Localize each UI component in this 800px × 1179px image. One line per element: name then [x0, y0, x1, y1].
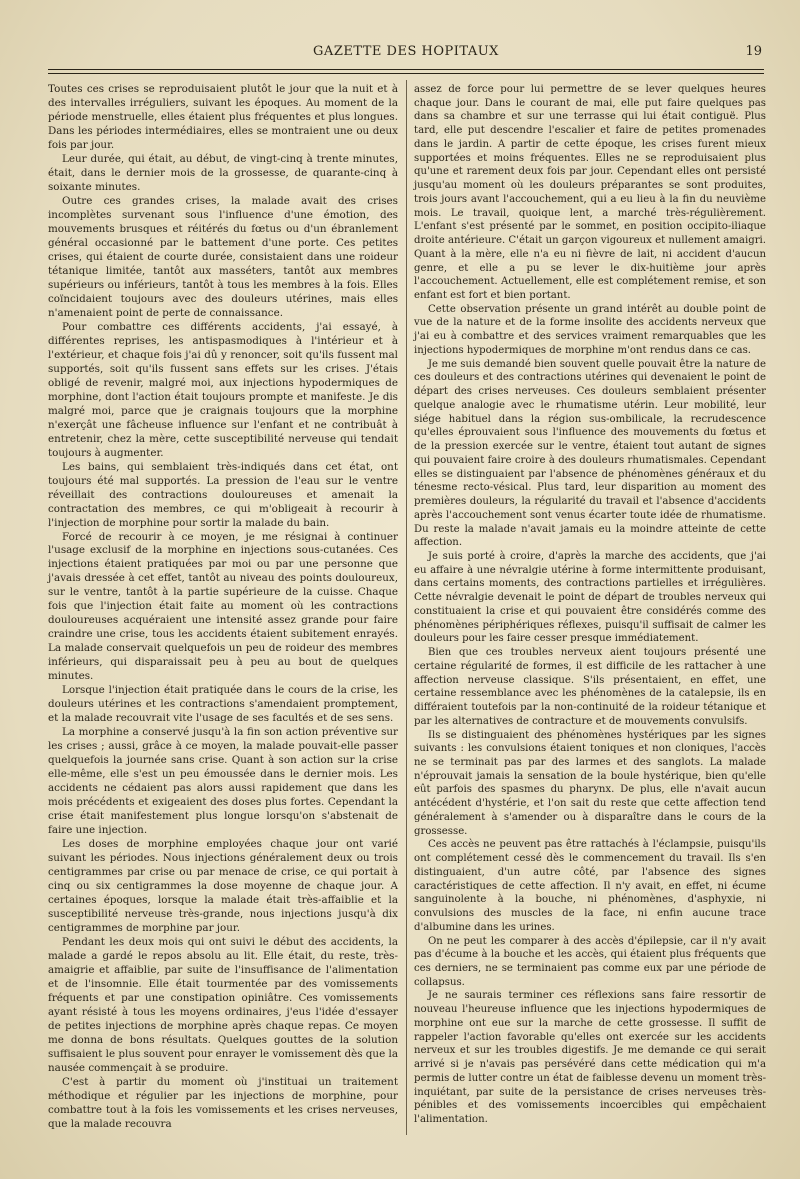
paragraph: Pour combattre ces différents accidents, j'ai essayé, à différentes reprises, les antispasmodiques à l'intérieur et à l'extérieur, et chaque fois j'ai dû y renoncer, soit qu'ils fussent mal supportés, soit qu'ils fussent sans effets sur les crises. J'étais obligé de revenir, malgré moi, aux injections hypodermiques de morphine, dont l'action était toujours prompte et manifeste. Je dis malgré moi, parce que je craignais toujours que la morphine n'exerçât une fâcheuse influence sur l'enfant et ne contribuât à entretenir, chez la mère, cette susceptibilité nerveuse qui tendait toujours à augmenter.: [48, 320, 398, 459]
paragraph: La morphine a conservé jusqu'à la fin son action préventive sur les crises ; aussi, grâce à ce moyen, la malade pouvait-elle passer quelquefois la journée sans crise. Quant à son action sur la crise elle-même, elle s'est un peu émoussée dans le dernier mois. Les accidents ne cédaient pas alors aussi rapidement que dans les mois précédents et exigeaient des doses plus fortes. Cependant la crise était manifestement plus longue lorsqu'on s'abstenait de faire une injection.: [48, 726, 398, 837]
paragraph: Outre ces grandes crises, la malade avait des crises incomplètes survenant sous l'influence d'une émotion, des mouvements brusques et réitérés du fœtus ou d'un ébranlement général occasionné par le battement d'une porte. Ces petites crises, qui étaient de courte durée, consistaient dans une roideur tétanique limitée, tantôt aux masséters, tantôt aux membres supérieurs ou inférieurs, tantôt à tous les membres à la fois. Elles coïncidaient toujours avec des douleurs utérines, mais elles n'amenaient point de perte de connaissance.: [48, 194, 398, 319]
paragraph: Toutes ces crises se reproduisaient plutôt le jour que la nuit et à des intervalles irréguliers, suivant les époques. Au moment de la période menstruelle, elles étaient plus fréquentes et plus longues. Dans les périodes intermédiaires, elles se montraient une ou deux fois par jour.: [48, 83, 398, 151]
paragraph: Ils se distinguaient des phénomènes hystériques par les signes suivants : les convulsions étaient toniques et non cloniques, l'accès ne se terminait pas par des larmes et des sanglots. La malade n'éprouvait jamais la sensation de la boule hystérique, bien qu'elle eût parfois des spasmes du pharynx. De plus, elle n'avait aucun antécédent d'hystérie, et l'on sait du reste que cette affection tend généralement à s'amender ou à disparaître dans le cours de la grossesse.: [414, 729, 766, 837]
paragraph: On ne peut les comparer à des accès d'épilepsie, car il n'y avait pas d'écume à la bouche et les accès, qui étaient plus fréquents que ces derniers, ne se terminaient pas comme eux par une période de collapsus.: [414, 935, 766, 988]
page-number: 19: [745, 44, 762, 59]
paragraph: Je suis porté à croire, d'après la marche des accidents, que j'ai eu affaire à une névralgie utérine à forme intermittente produisant, dans certains moments, des contractions partielles et irrégulières. Cette névralgie devenait le point de départ de troubles nerveux qui constituaient la crise et qui pouvaient être considérés comme des phénomènes périphériques réflexes, puisqu'il suffisait de calmer les douleurs pour les faire cesser presque immédiatement.: [414, 550, 766, 645]
paragraph: C'est à partir du moment où j'instituai un traitement méthodique et régulier par les injections de morphine, pour combattre tout à la fois les vomissements et les crises nerveuses, que la malade recouvra: [48, 1075, 398, 1130]
right-column: [414, 83, 766, 1127]
paragraph: Les doses de morphine employées chaque jour ont varié suivant les périodes. Nous injections généralement deux ou trois centigrammes par crise ou par menace de crise, ce qui portait à cinq ou six centigrammes la dose moyenne de chaque jour. A certaines époques, lorsque la malade était très-affaiblie et la susceptibilité nerveuse très-grande, nous injections jusqu'à dix centigrammes de morphine par jour.: [48, 838, 398, 935]
paragraph: assez de force pour lui permettre de se lever quelques heures chaque jour. Dans le courant de mai, elle put faire quelques pas dans sa chambre et sur une terrasse qui lui était contiguë. Plus tard, elle put descendre l'escalier et faire de petites promenades dans le jardin. A partir de cette époque, les crises furent mieux supportées et moins fréquentes. Elles ne se reproduisaient plus qu'une et rarement deux fois par jour. Cependant elles ont persisté jusqu'au moment où les douleurs préparantes se sont produites, trois jours avant l'accouchement, qui a eu lieu à la fin du neuvième mois. Le travail, quoique lent, a marché très-régulièrement. L'enfant s'est présenté par le sommet, en position occipito-iliaque droite antérieure. C'était un garçon vigoureux et nullement amaigri. Quant à la mère, elle n'a eu ni fièvre de lait, ni accident d'aucun genre, et elle a pu se lever le dix-huitième jour après l'accouchement. Actuellement, elle est complétement remise, et son enfant est fort et bien portant.: [414, 84, 766, 302]
paragraph: Je me suis demandé bien souvent quelle pouvait être la nature de ces douleurs et des contractions utérines qui devenaient le point de départ des crises nerveuses. Ces douleurs semblaient présenter quelque analogie avec le rhumatisme utérin. Leur mobilité, leur siége habituel dans la région sus-ombilicale, la recrudescence qu'elles éprouvaient sous l'influence des mouvements du fœtus et de la pression exercée sur le ventre, étaient tout autant de signes qui pouvaient faire croire à des douleurs rhumatismales. Cependant elles se distinguaient par l'absence de phénomènes généraux et du ténesme recto-vésical. Plus tard, leur disparition au moment des premières douleurs, la régularité du travail et l'absence d'accidents après l'accouchement sont venus écarter toute idée de rhumatisme. Du reste la malade n'avait jamais eu la moindre atteinte de cette affection.: [414, 358, 766, 549]
paragraph: Je ne saurais terminer ces réflexions sans faire ressortir de nouveau l'heureuse influence que les injections hypodermiques de morphine ont eue sur la marche de cette grossesse. Il suffit de rappeler l'action favorable qu'elles ont exercée sur les accidents nerveux et sur les troubles digestifs. Je me demande ce qui serait arrivé si je n'avais pas persévéré dans cette médication qui m'a permis de lutter contre un état de faiblesse devenu un moment très-inquiétant, par suite de la persistance de crises nerveuses très-pénibles et des vomissements incoercibles qui empêchaient l'alimentation.: [414, 990, 766, 1126]
header-rule-thick: [48, 69, 764, 70]
page-header: [48, 44, 764, 66]
paragraph: Leur durée, qui était, au début, de vingt-cinq à trente minutes, était, dans le dernier mois de la grossesse, de quarante-cinq à soixante minutes.: [48, 152, 398, 193]
paragraph: Bien que ces troubles nerveux aient toujours présenté une certaine régularité de formes, il est difficile de les rattacher à une affection nerveuse classique. S'ils présentaient, en effet, une certaine ressemblance avec les phénomènes de la catalepsie, ils en différaient toutefois par la non-continuité de la roideur tétanique et par les alternatives de contracture et de mouvements convulsifs.: [414, 647, 766, 727]
paragraph: Forcé de recourir à ce moyen, je me résignai à continuer l'usage exclusif de la morphine en injections sous-cutanées. Ces injections étaient pratiquées par moi ou par une personne que j'avais dressée à cet effet, tantôt au niveau des points douloureux, sur le ventre, tantôt à la partie supérieure de la cuisse. Chaque fois que l'injection était faite au moment où les contractions douloureuses acquéraient une intensité assez grande pour faire craindre une crise, tous les accidents étaient subitement enrayés. La malade conservait quelquefois un peu de roideur des membres inférieurs, qui disparaissait peu à peu au bout de quelques minutes.: [48, 530, 398, 683]
paragraph: Ces accès ne peuvent pas être rattachés à l'éclampsie, puisqu'ils ont complétement cessé dès le commencement du travail. Ils s'en distinguaient, d'un autre côté, par l'absence des signes caractéristiques de cette affection. Il n'y avait, en effet, ni écume sanguinolente à la bouche, ni phénomènes, d'asphyxie, ni convulsions des muscles de la face, ni enfin aucune trace d'albumine dans les urines.: [414, 839, 766, 933]
journal-title: GAZETTE DES HOPITAUX: [313, 44, 499, 59]
column-divider: [406, 80, 407, 1135]
paragraph: Cette observation présente un grand intérêt au double point de vue de la nature et de la forme insolite des accidents nerveux que j'ai eu à combattre et des services vraiment remarquables que les injections hypodermiques de morphine m'ont rendus dans ce cas.: [414, 303, 766, 356]
paragraph: Lorsque l'injection était pratiquée dans le cours de la crise, les douleurs utérines et les contractions s'amendaient promptement, et la malade recouvrait vite l'usage de ses facultés et de ses sens.: [48, 684, 398, 725]
left-column: [48, 83, 398, 1132]
header-rule-thin: [48, 73, 764, 74]
paragraph: Pendant les deux mois qui ont suivi le début des accidents, la malade a gardé le repos absolu au lit. Elle était, du reste, très-amaigrie et affaiblie, par suite de l'insuffisance de l'alimentation et de l'insomnie. Elle était tourmentée par des vomissements fréquents et par une constipation opiniâtre. Ces vomissements ayant résisté à tous les moyens ordinaires, j'eus l'idée d'essayer de petites injections de morphine après chaque repas. Ce moyen me donna de bons résultats. Quelques gouttes de la solution suffisaient le plus souvent pour enrayer le vomissement dès que la nausée commençait à se produire.: [48, 936, 398, 1074]
paragraph: Les bains, qui semblaient très-indiqués dans cet état, ont toujours été mal supportés. La pression de l'eau sur le ventre réveillait des contractions douloureuses et amenait la contractation des membres, ce qui m'obligeait à recourir à l'injection de morphine pour sortir la malade du bain.: [48, 460, 398, 529]
